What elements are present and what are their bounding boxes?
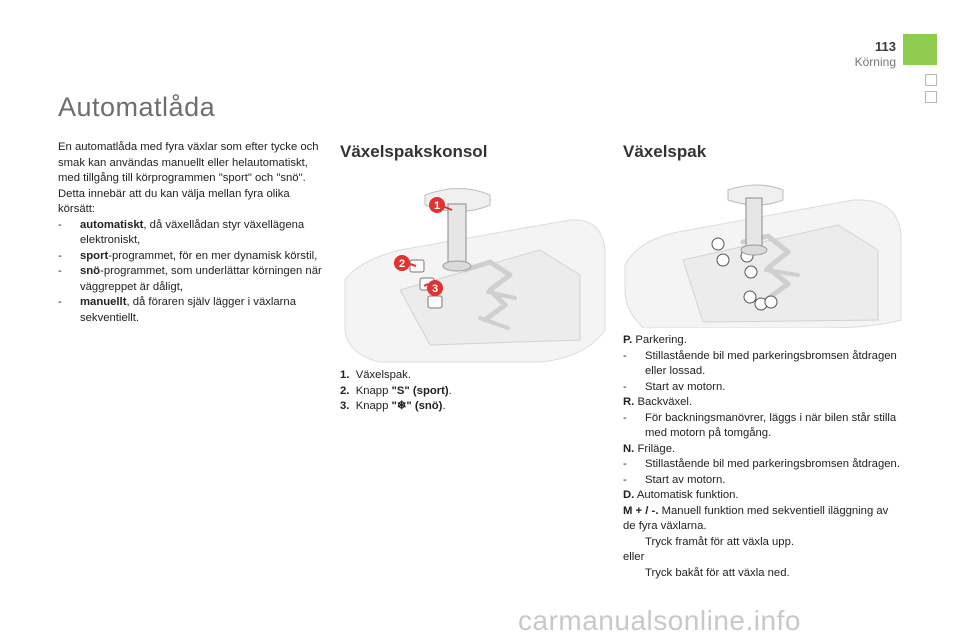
- mode-heading: [623, 504, 903, 535]
- intro-paragraph: En automatlåda med fyra växlar som efter tycke och smak kan användas manuellt eller helautomatiskt, med tillgång till körprogrammen "sport" och "snö".: [58, 141, 319, 184]
- mode-key: D.: [623, 489, 635, 501]
- mode-detail: Start av motorn.: [645, 380, 726, 393]
- watermark: carmanualsonline.info: [518, 605, 801, 636]
- list-item: - Start av motorn.: [623, 380, 726, 393]
- mode-key: N.: [623, 442, 635, 455]
- list-desc: -programmet, som underlättar körningen när väggreppet är dåligt,: [80, 265, 322, 293]
- callout-list: [340, 368, 610, 415]
- gear-lever-illustration: [623, 180, 903, 328]
- list-item: [623, 535, 903, 551]
- list-dash: -: [58, 265, 62, 277]
- list-dash: -: [58, 296, 62, 308]
- mode-detail: För backningsmanövrer, läggs i när bilen står stilla med motorn på tomgång.: [645, 411, 897, 439]
- list-item: [58, 264, 328, 295]
- mode-heading: [623, 395, 903, 411]
- svg-text:1: 1: [433, 200, 441, 212]
- section-title-lever: Växelspak: [623, 142, 707, 161]
- callout-number: 2.: [340, 384, 350, 397]
- list-item: - Stillastående bil med parkeringsbromsen åtdragen.: [623, 458, 900, 470]
- mode-key: P.: [623, 334, 633, 346]
- callout-number: 1.: [340, 369, 350, 381]
- action-text: Tryck bakåt för att växla ned.: [645, 566, 790, 579]
- section-title-console: Växelspakskonsol: [340, 142, 488, 161]
- mode-key: M + / -.: [623, 504, 659, 517]
- list-item: [623, 566, 903, 582]
- svg-text:3: 3: [431, 283, 439, 295]
- mode-label: Parkering.: [635, 334, 687, 346]
- list-item: [58, 218, 328, 249]
- callout-text: Växelspak.: [355, 369, 411, 381]
- chapter-box-1: [925, 74, 937, 86]
- callout-end: .: [448, 384, 452, 397]
- mode-heading: [623, 442, 903, 458]
- gear-console-illustration: [340, 180, 610, 365]
- mode-key: R.: [623, 396, 635, 408]
- callout-text: Knapp: [355, 400, 392, 412]
- mode-label: Backväxel.: [637, 396, 693, 408]
- list-item: [58, 249, 328, 265]
- list-term: manuellt: [80, 296, 127, 308]
- list-item: [340, 399, 610, 415]
- mode-detail: Stillastående bil med parkeringsbromsen åtdragen.: [645, 458, 900, 470]
- list-term: automatiskt: [80, 218, 144, 231]
- gear-mode-list: [623, 333, 903, 581]
- page-number: 113: [875, 39, 896, 54]
- section-label: Körning: [854, 55, 896, 69]
- mode-label: Friläge.: [637, 442, 676, 455]
- mode-label: Automatisk funktion.: [636, 489, 739, 501]
- chapter-box-2: [925, 91, 937, 103]
- chapter-tab: [903, 34, 937, 65]
- mode-detail: Stillastående bil med parkeringsbromsen åtdragen eller lossad.: [645, 349, 897, 377]
- list-item: - För backningsmanövrer, läggs i när bilen står stilla med motorn på tomgång.: [623, 411, 897, 439]
- intro-section: [58, 140, 328, 326]
- action-text: Tryck framåt för att växla upp.: [645, 535, 794, 548]
- or-label: eller: [623, 551, 645, 563]
- intro-paragraph-2: Detta innebär att du kan välja mellan fyra olika körsätt:: [58, 187, 290, 215]
- list-term: snö: [80, 265, 101, 277]
- callout-text: Knapp: [355, 384, 392, 397]
- list-item: - Start av motorn.: [623, 473, 726, 486]
- list-term: sport: [80, 249, 109, 262]
- svg-text:2: 2: [398, 258, 406, 270]
- callout-number: 3.: [340, 400, 350, 412]
- mode-heading: [623, 333, 903, 349]
- list-dash: -: [58, 249, 62, 262]
- list-item: - Stillastående bil med parkeringsbromsen åtdragen eller lossad.: [623, 349, 897, 377]
- list-desc: -programmet, för en mer dynamisk körstil,: [108, 249, 318, 262]
- list-item: [340, 384, 610, 400]
- callout-end: .: [442, 400, 446, 412]
- list-desc: , då växellådan styr växellägena elektroniskt,: [80, 218, 305, 246]
- list-desc: , då föraren själv lägger i växlarna sekventiellt.: [80, 296, 296, 324]
- page-title: Automatlåda: [58, 92, 216, 122]
- callout-term: "❄" (snö): [391, 400, 443, 412]
- mode-detail: Start av motorn.: [645, 473, 726, 486]
- mode-label: Manuell funktion med sekventiell iläggning av de fyra växlarna.: [623, 504, 889, 532]
- callout-term: "S" (sport): [391, 384, 449, 397]
- list-item: [340, 368, 610, 384]
- list-item: [58, 295, 328, 326]
- mode-heading: [623, 488, 903, 504]
- list-dash: -: [58, 218, 62, 231]
